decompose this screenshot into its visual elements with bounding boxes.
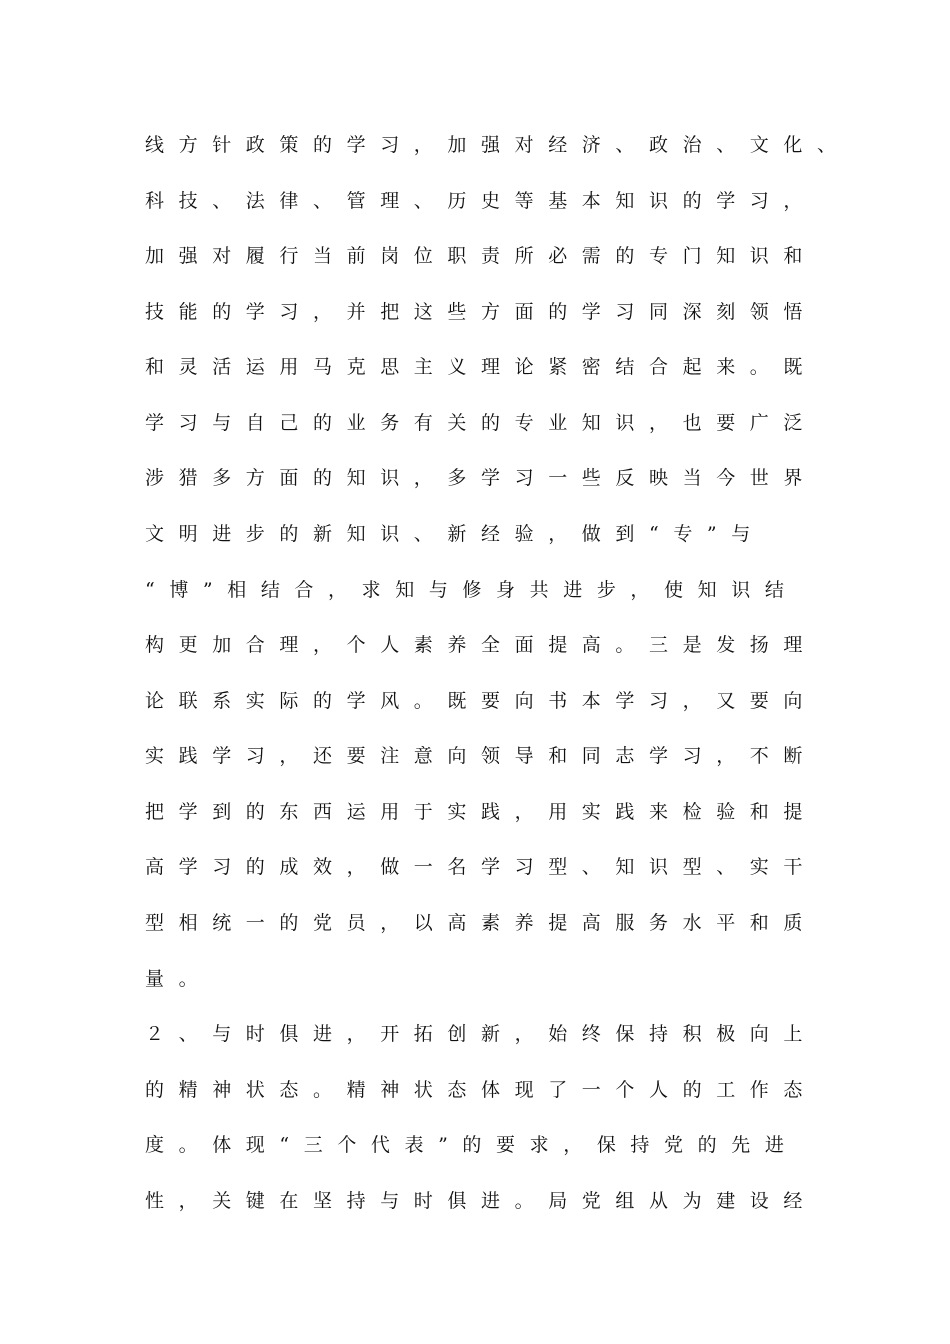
text-line: 把学到的东西运用于实践，用实践来检验和提 [145,801,818,823]
text-line: 文明进步的新知识、新经验，做到“专”与 [145,523,765,545]
text-line: 实践学习，还要注意向领导和同志学习，不断 [145,745,818,767]
text-line: “博”相结合，求知与修身共进步，使知识结 [145,579,799,601]
text-line: 涉猎多方面的知识，多学习一些反映当今世界 [145,467,818,489]
text-line: 量。 [145,968,213,990]
text-line: 论联系实际的学风。既要向书本学习，又要向 [145,690,818,712]
text-line: 科技、法律、管理、历史等基本知识的学习， [145,190,818,212]
text-line: 度。体现“三个代表”的要求，保持党的先进 [145,1134,799,1156]
text-line: 性，关键在坚持与时俱进。局党组从为建设经 [145,1190,818,1212]
text-line: 和灵活运用马克思主义理论紧密结合起来。既 [145,356,818,378]
text-line: 加强对履行当前岗位职责所必需的专门知识和 [145,245,818,267]
text-line: 型相统一的党员，以高素养提高服务水平和质 [145,912,818,934]
text-line: 的精神状态。精神状态体现了一个人的工作态 [145,1079,818,1101]
text-line: 线方针政策的学习，加强对经济、政治、文化、 [145,134,851,156]
text-line: ２、与时俱进，开拓创新，始终保持积极向上 [145,1023,818,1045]
text-line: 构更加合理，个人素养全面提高。三是发扬理 [145,634,818,656]
text-line: 学习与自己的业务有关的专业知识，也要广泛 [145,412,818,434]
text-line: 高学习的成效，做一名学习型、知识型、实干 [145,856,818,878]
text-line: 技能的学习，并把这些方面的学习同深刻领悟 [145,301,818,323]
